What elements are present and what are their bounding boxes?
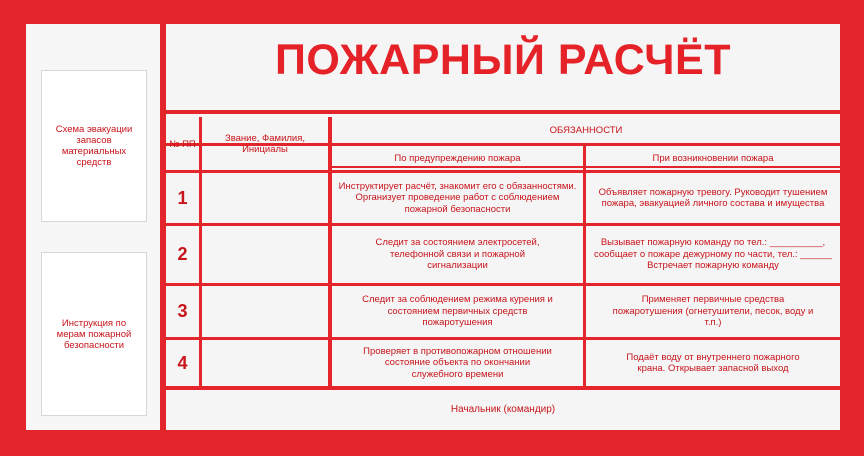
row-number: 1	[177, 187, 188, 208]
row-prevention-duty: Следит за соблюдением режима курения и состоянием первичных средств пожаротушения	[362, 294, 553, 329]
header-on-fire: При возникновении пожара	[652, 152, 774, 164]
page-title: ПОЖАРНЫЙ РАСЧЁТ	[275, 36, 731, 84]
row-fire-duty: Подаёт воду от внутреннего пожарного крана. Открывает запасной выход	[626, 351, 800, 374]
commander-signature-label: Начальник (командир)	[450, 404, 556, 415]
row-fire-duty: Вызывает пожарную команду по тел.: __________, сообщает о пожаре дежурному по части, тел.: ______ Встречает пожарную команду	[593, 237, 833, 272]
row-prevention-duty: Следит за состоянием электросетей, телефонной связи и пожарной сигнализации	[375, 237, 540, 272]
title-divider	[166, 110, 840, 114]
row-name-cell[interactable]	[202, 173, 328, 223]
row-number: 4	[177, 352, 188, 373]
row-name-cell[interactable]	[202, 286, 328, 337]
header-name: Звание, Фамилия, Инициалы	[224, 133, 306, 155]
row-prevention-duty: Инструктирует расчёт, знакомит его с обязанностями. Организует проведение работ с соблюдением пожарной безопасности	[338, 180, 577, 215]
row-name-cell[interactable]	[202, 226, 328, 283]
left-panel	[26, 24, 160, 430]
header-number: № ПП	[169, 138, 196, 150]
fire-safety-instruction-box	[41, 252, 147, 416]
row-prevention-duty: Проверяет в противопожарном отношении состояние объекта по окончании служебного времени	[363, 345, 552, 380]
header-prevention: По предупреждению пожара	[394, 152, 521, 164]
fire-crew-table-panel	[166, 24, 840, 430]
row-fire-duty: Применяет первичные средства пожаротушения (огнетушители, песок, воду и т.п.)	[612, 294, 814, 329]
header-duties: ОБЯЗАННОСТИ	[549, 124, 623, 136]
row-divider	[166, 386, 840, 390]
fire-safety-instruction-label: Инструкция по мерам пожарной безопасности	[56, 317, 132, 351]
evacuation-scheme-label: Схема эвакуации запасов материальных средств	[55, 124, 133, 168]
row-name-cell[interactable]	[202, 340, 328, 386]
row-fire-duty: Объявляет пожарную тревогу. Руководит тушением пожара, эвакуацией личного состава и имущества	[598, 186, 828, 209]
evacuation-scheme-box	[41, 70, 147, 222]
row-number: 2	[177, 244, 188, 264]
row-number: 3	[177, 301, 188, 321]
